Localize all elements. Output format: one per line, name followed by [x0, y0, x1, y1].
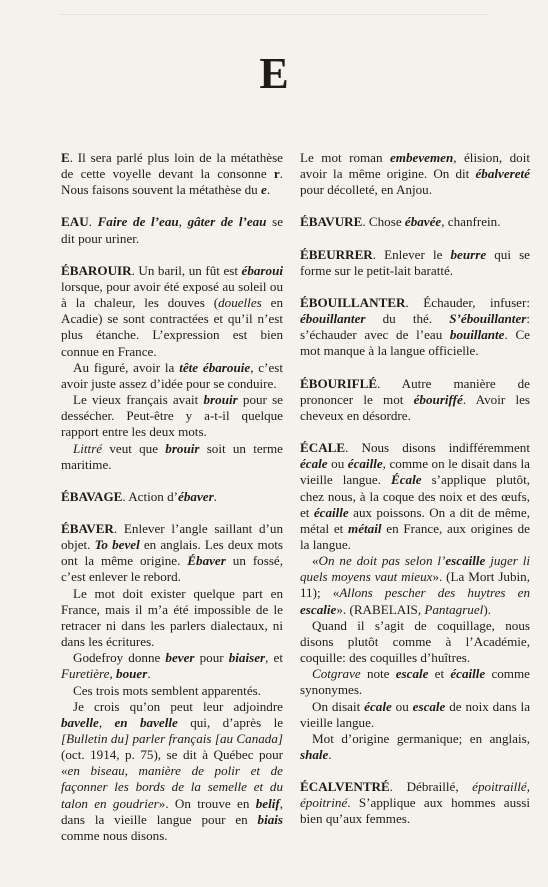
text-run: (oct. 1914, p. 75), se dit à Québec pour « [61, 747, 283, 779]
text-run: en France, aux origines de la langue. [300, 520, 530, 552]
term: en bavelle [114, 714, 178, 730]
term: biaiser [228, 650, 266, 666]
text-run: soit un terme maritime. [61, 440, 283, 472]
italic-text: en biseau, manière de polir et de façonner les bords de la semelle et du talon en goudrier [61, 763, 283, 811]
text-run: veut que [102, 440, 166, 456]
term: bavelle [61, 714, 99, 730]
text-run: en Acadie) se sont contractées et qu’il n’est plus étanche. L’expression est bien connue en France. [61, 295, 284, 359]
entry-headword: ÉBAVURE [300, 214, 363, 230]
entry-definition [61, 521, 283, 586]
text-run: : s’échauder avec de l’eau [300, 311, 530, 343]
text-run: lorsque, pour avoir été exposé au soleil ou à la chaleur, les douves ( [61, 278, 283, 311]
text-run: et [428, 666, 451, 682]
text-run: qui se forme sur le petit-lait baratté. [300, 246, 530, 278]
text-run: ). [483, 601, 491, 617]
term: Écale [390, 472, 422, 488]
text-run: Le mot doit exister quelque part en France, mais il m’a été impossible de le retracer ni dans les parlers dialectaux, ni dans les écritures. [61, 585, 283, 650]
text-run: . Débraillé, [389, 779, 473, 795]
text-run: . S’applique aux hommes aussi bien qu’aux femmes. [300, 795, 530, 827]
text-run: , c’est avoir juste assez d’idée pour se conduire. [61, 359, 283, 391]
text-run: de noix dans la vieille langue. [300, 698, 531, 730]
text-run: . Ce mot manque à la langue officielle. [300, 327, 530, 359]
term: brouir [203, 392, 238, 408]
term: écaille [450, 666, 486, 682]
entry-definition [61, 150, 283, 198]
text-run: pour décolleté, en Anjou. [300, 182, 432, 198]
term: ébouriffé [413, 391, 463, 407]
text-run: comme synonymes. [300, 666, 530, 698]
text-run: Le vieux français avait [73, 392, 204, 408]
text-run: ». (RABELAIS, [336, 601, 425, 617]
term: bouillante [449, 327, 505, 343]
term: écale [300, 456, 328, 472]
entry-definition [61, 489, 283, 505]
entry-headword: ÉBEURRER [300, 246, 373, 262]
term: ébouillanter [300, 311, 366, 327]
italic-text: Pantagruel [424, 601, 484, 617]
text-run: pour se dessécher. Peut-être y a-t-il quelque rapport entre les deux mots. [61, 392, 283, 440]
text-run: . [328, 747, 332, 762]
term: escale [412, 698, 446, 714]
dictionary-entry [61, 263, 283, 473]
text-run: . [88, 214, 98, 230]
entry-paragraph [61, 360, 283, 392]
entry-paragraph [300, 699, 530, 731]
entry-definition [300, 295, 530, 360]
dictionary-entry [300, 214, 530, 230]
dictionary-entry [61, 521, 283, 844]
text-run: du thé. [365, 311, 450, 327]
term: bever [165, 650, 195, 666]
term: brouir [165, 440, 200, 456]
italic-text: On ne doit pas selon l’ [318, 553, 446, 569]
term: Ébaver [187, 553, 226, 569]
italic-text: douelles [218, 295, 262, 311]
section-letter: E [259, 49, 289, 98]
text-run: , [178, 214, 188, 230]
entry-definition [300, 247, 530, 279]
entry-headword: EAU [61, 214, 89, 230]
italic-text: [Bulletin du] parler français [au Canada] [61, 731, 283, 746]
text-run: , élision, doit avoir la même origine. On dit [300, 150, 530, 182]
entry-definition [300, 214, 530, 230]
page-header-rule [60, 14, 488, 15]
entry-headword: E [61, 150, 70, 165]
entry-definition [61, 214, 283, 246]
entry-paragraph [61, 683, 283, 699]
entry-paragraph [61, 650, 283, 682]
term: e [261, 182, 267, 198]
entry-paragraph [300, 666, 530, 698]
text-run: . Chose [362, 214, 405, 230]
term: écaille [313, 504, 349, 520]
text-run: se dit pour uriner. [61, 214, 284, 246]
text-run: , [109, 666, 117, 682]
text-run: . Autre manière de prononcer le mot [300, 375, 530, 407]
entry-paragraph [61, 441, 283, 473]
text-run: Godefroy donne [73, 650, 166, 666]
italic-text: Allons pescher des huytres en [339, 585, 530, 601]
text-run: comme nous disons. [61, 827, 168, 843]
dictionary-entry [300, 440, 530, 763]
term: ébaroui [241, 262, 283, 278]
text-run: . [266, 182, 271, 198]
term: gâter de l’eau [187, 214, 267, 230]
text-run: , [98, 714, 115, 730]
term: biais [257, 811, 283, 827]
term: ébalvereté [475, 166, 530, 182]
dictionary-entry [300, 779, 530, 827]
entry-headword: ÉBAVER [61, 520, 114, 536]
dictionary-entry [300, 295, 530, 360]
text-run: On disait [312, 698, 365, 714]
text-run: qui, d’après le [177, 714, 284, 730]
text-run: , chanfrein. [441, 214, 501, 230]
text-run: ». On trouve en [158, 795, 256, 811]
entry-definition [300, 150, 530, 198]
entry-paragraph [61, 699, 283, 844]
dictionary-entry [300, 150, 530, 198]
text-run: , et [265, 650, 283, 666]
text-run: . Action d’ [122, 488, 179, 504]
text-run: ou [391, 698, 413, 714]
text-run: pour [194, 650, 229, 666]
entry-definition [300, 440, 530, 553]
entry-paragraph [61, 586, 283, 651]
right-column [300, 150, 530, 844]
dictionary-entry [300, 376, 530, 424]
term: métail [348, 520, 382, 536]
text-run: . Enlever le [372, 246, 451, 262]
text-run: note [360, 666, 396, 682]
text-run: Je crois qu’on peut leur adjoindre [73, 698, 283, 714]
entry-headword: ÉBOUILLANTER [300, 294, 406, 310]
term: tête ébarouie [179, 359, 251, 375]
text-run: un fossé, c’est enlever le rebord. [61, 553, 283, 585]
italic-text: Littré [73, 440, 103, 456]
entry-paragraph [300, 553, 530, 618]
dictionary-entry [300, 247, 530, 279]
italic-text: juger li quels moyens vaut mieux [300, 553, 530, 585]
term: escaille [445, 553, 486, 569]
text-run: Mot d’origine germanique; en anglais, [312, 730, 530, 746]
left-column [61, 150, 283, 860]
term: escale [395, 666, 429, 682]
text-run: , comme on le disait dans la vieille langue. [300, 456, 530, 488]
text-run: . [147, 666, 151, 682]
text-run: , dans la vieille langue pour en [61, 795, 283, 827]
text-run: ». (La Mort Jubin, 11); « [300, 569, 530, 601]
text-run: en anglais. Les deux mots ont la même origine. [61, 537, 283, 569]
dictionary-entry [61, 150, 283, 198]
entry-headword: r [273, 166, 280, 182]
term: ébavée [404, 214, 442, 230]
term: bouer [116, 666, 148, 682]
text-run: aux poissons. On a dit de même, métal et [300, 504, 530, 536]
text-run: . Échauder, infuser: [405, 294, 530, 310]
term: Faire de l’eau [97, 214, 179, 230]
text-run: . Avoir les cheveux en désordre. [300, 391, 530, 423]
text-run: . Nous disons indifféremment [345, 440, 530, 456]
term: escalie [300, 601, 337, 617]
text-run: Le mot roman [300, 150, 390, 165]
term: S’ébouillanter [449, 311, 527, 327]
term: beurre [450, 246, 487, 262]
italic-text: Furetière [61, 666, 110, 682]
text-run: . Il sera parlé plus loin de la métathèse de cette voyelle devant la consonne [61, 150, 283, 182]
term: To bevel [94, 537, 140, 553]
text-run: s’applique plutôt, chez nous, à la coque des noix et des œufs, et [300, 472, 530, 520]
entry-definition [300, 376, 530, 424]
term: shale [300, 747, 329, 762]
term: ébaver [178, 488, 214, 504]
entry-definition [61, 263, 283, 360]
entry-headword: ÉBOURIFLÉ [300, 375, 378, 391]
term: écale [364, 698, 392, 714]
text-run: . Nous faisons souvent la métathèse du [61, 166, 283, 198]
entry-paragraph [300, 618, 530, 666]
text-run: Quand il s’agit de coquillage, nous disons plutôt comme à l’Académie, coquille: des coquilles d’huîtres. [300, 617, 530, 666]
dictionary-entry [61, 214, 283, 246]
text-run: . Un baril, un fût est [131, 262, 242, 278]
entry-headword: ÉCALE [300, 440, 346, 456]
text-run: « [312, 553, 319, 569]
dictionary-entry [61, 489, 283, 505]
entry-headword: ÉBAROUIR [61, 262, 132, 278]
text-run: Au figuré, avoir la [73, 359, 180, 375]
entry-definition [300, 779, 530, 827]
italic-text: Cotgrave [312, 666, 361, 682]
entry-paragraph [300, 731, 530, 763]
text-run: . Enlever l’angle saillant d’un objet. [61, 520, 283, 553]
text-run: Ces trois mots semblent apparentés. [73, 682, 262, 698]
entry-paragraph [61, 392, 283, 440]
term: belif [255, 795, 280, 811]
term: écaille [347, 456, 383, 472]
text-run: . [213, 488, 217, 504]
entry-headword: ÉBAVAGE [61, 488, 123, 504]
term: embevemen [390, 150, 454, 165]
entry-headword: ÉCALVENTRÉ [300, 779, 390, 795]
italic-text: époitraillé, époitriné [300, 779, 530, 811]
text-run: ou [327, 456, 348, 472]
